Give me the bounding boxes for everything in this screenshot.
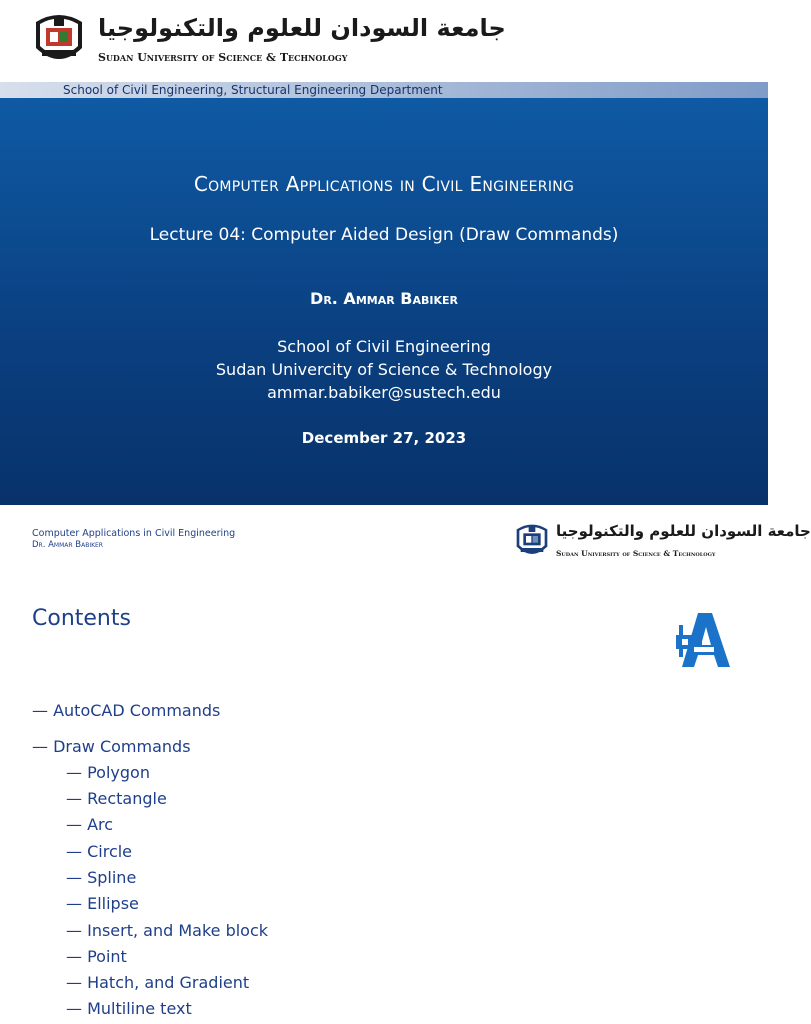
contents-slide <box>0 505 811 1024</box>
slide-title: Computer Applications in Civil Engineering <box>193 172 575 196</box>
bullet-dash: — <box>32 737 48 756</box>
toc-subitem-multiline-text[interactable] <box>66 999 192 1018</box>
toc-subitem-label: Ellipse <box>87 894 139 913</box>
toc-subitem-label: Arc <box>87 815 114 834</box>
toc-subitem-point[interactable] <box>66 947 127 966</box>
university-crest-icon <box>32 8 86 68</box>
department-strip <box>0 82 768 98</box>
header-author: Dr. Ammar Babiker <box>32 540 103 550</box>
toc-subitem-label: Spline <box>87 868 137 887</box>
toc-subitem-hatch-gradient[interactable] <box>66 973 249 992</box>
slide-header <box>0 0 768 82</box>
toc-subitem-arc[interactable] <box>66 815 113 834</box>
university-crest-icon <box>514 519 550 561</box>
lecture-date: December 27, 2023 <box>301 429 467 447</box>
contents-heading: Contents <box>32 606 131 631</box>
toc-subitem-spline[interactable] <box>66 868 136 887</box>
bullet-dash: — <box>66 947 82 966</box>
toc-subitem-label: Rectangle <box>87 789 167 808</box>
toc-subitem-label: Multiline text <box>87 999 192 1018</box>
bullet-dash: — <box>66 999 82 1018</box>
toc-subitem-rectangle[interactable] <box>66 789 167 808</box>
header-course-title: Computer Applications in Civil Engineering <box>32 528 236 539</box>
slide-subtitle: Lecture 04: Computer Aided Design (Draw Commands) <box>149 225 619 245</box>
bullet-dash: — <box>66 973 82 992</box>
toc-subitem-label: Polygon <box>87 763 150 782</box>
toc-item-label: Draw Commands <box>53 737 191 756</box>
bullet-dash: — <box>66 763 82 782</box>
bullet-dash: — <box>66 894 82 913</box>
author-name: Dr. Ammar Babiker <box>310 289 458 308</box>
toc-subitem-circle[interactable] <box>66 842 132 861</box>
title-slide <box>0 0 768 505</box>
department-text: School of Civil Engineering, Structural Engineering Department <box>63 83 443 97</box>
toc-subitem-ellipse[interactable] <box>66 894 139 913</box>
toc-subitem-label: Hatch, and Gradient <box>87 973 250 992</box>
bullet-dash: — <box>66 789 82 808</box>
university-name: Sudan University of Science & Technology <box>98 51 348 64</box>
title-block <box>0 98 768 505</box>
bullet-dash: — <box>32 701 48 720</box>
toc-subitem-label: Point <box>87 947 127 966</box>
author-email[interactable]: ammar.babiker@sustech.edu <box>267 383 501 402</box>
toc-item-autocad-commands[interactable] <box>32 701 220 720</box>
institute-line: School of Civil Engineering <box>277 337 491 356</box>
toc-subitem-label: Insert, and Make block <box>87 921 269 940</box>
bullet-dash: — <box>66 815 82 834</box>
university-arabic-name: جامعة السودان للعلوم والتكنولوجيا <box>98 14 506 42</box>
autocad-logo-icon <box>676 609 730 667</box>
university-arabic-name: جامعة السودان للعلوم والتكنولوجيا <box>556 522 811 540</box>
bullet-dash: — <box>66 842 82 861</box>
university-name: Sudan University of Science & Technology <box>556 549 716 558</box>
bullet-dash: — <box>66 868 82 887</box>
bullet-dash: — <box>66 921 82 940</box>
toc-subitem-polygon[interactable] <box>66 763 150 782</box>
toc-item-label: AutoCAD Commands <box>53 701 221 720</box>
toc-item-draw-commands[interactable] <box>32 737 191 756</box>
institute-line: Sudan Univercity of Science & Technology <box>215 360 553 379</box>
toc-subitem-insert-make-block[interactable] <box>66 921 268 940</box>
toc-subitem-label: Circle <box>87 842 133 861</box>
